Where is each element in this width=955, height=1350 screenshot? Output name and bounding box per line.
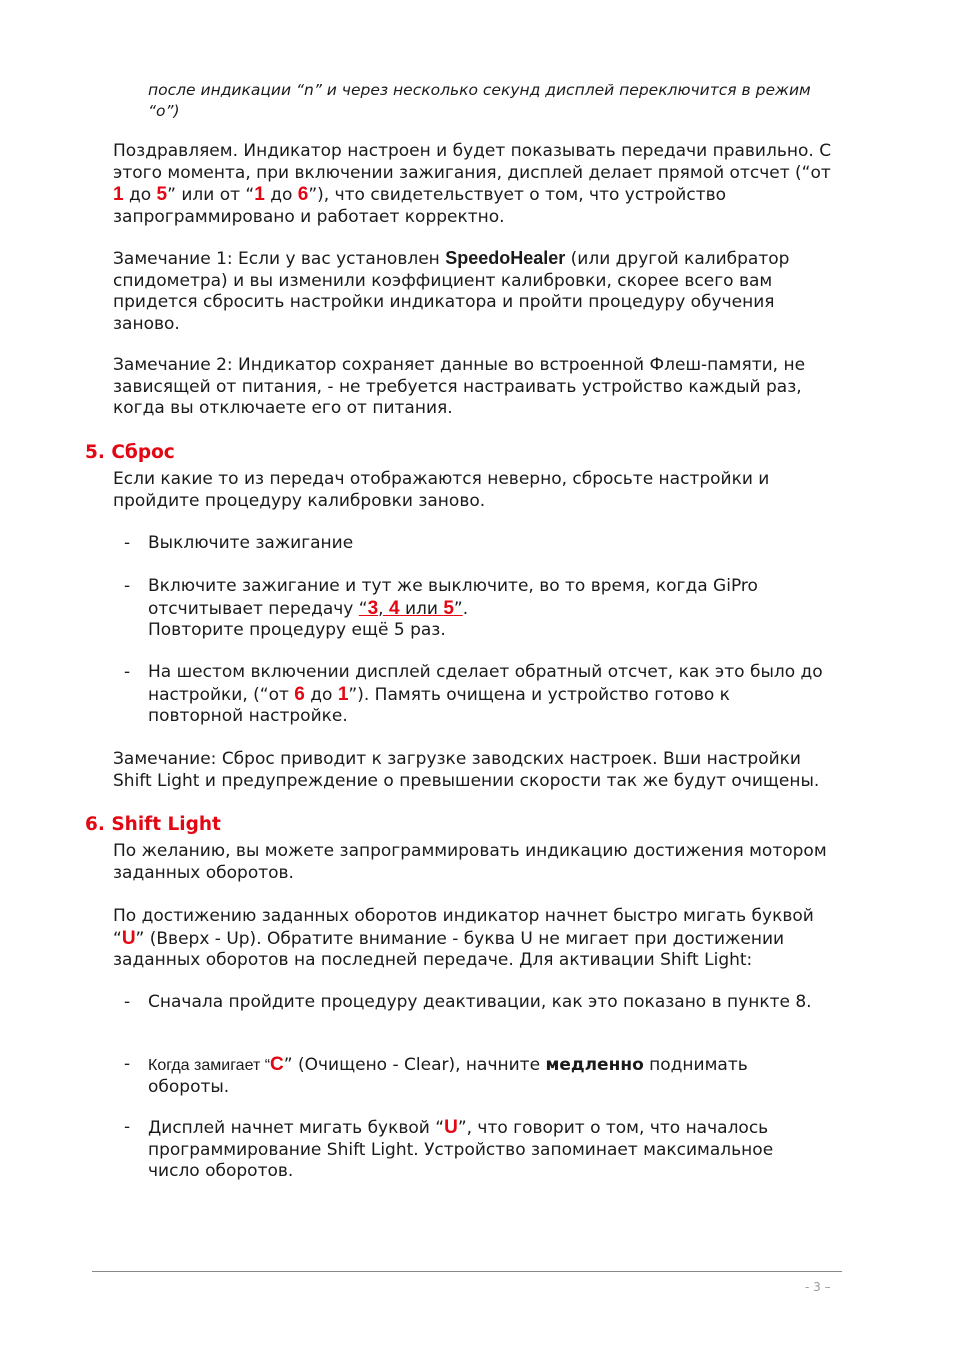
text: Повторите процедуру ещё 5 раз. — [148, 620, 446, 640]
gear-number: 5 — [443, 597, 454, 619]
letter-u: U — [444, 1117, 458, 1138]
congrats-paragraph — [113, 141, 838, 228]
list-item — [124, 662, 824, 728]
text: поднимать обороты. — [148, 1055, 748, 1097]
gear-number: 6 — [294, 683, 305, 705]
text: На шестом включении дисплей сделает обратный отсчет, как это было до настройки, (“от — [148, 662, 823, 705]
list-item — [124, 576, 824, 642]
section-6-paragraph-2 — [113, 906, 838, 972]
list-item-text: Сначала пройдите процедуру деактивации, как это показано в пункте 8. — [148, 992, 812, 1012]
gear-number: 5 — [156, 184, 168, 205]
text: ”). Память очищена и устройство готово к повторной настройке. — [148, 684, 730, 726]
section-5-intro — [113, 469, 838, 512]
gear-number: 1 — [337, 683, 349, 705]
text: ” (Вверх - Up). Обратите внимание - буква U не мигает при достижении заданных оборотов на последней передаче. Для активации Shift Light: — [113, 928, 785, 970]
bullet-dash: - — [124, 533, 131, 553]
intro-italic-text: после индикации “n” и через несколько секунд дисплей переключится в режим “o”) — [148, 81, 811, 120]
quote: ” — [453, 598, 463, 619]
list-item — [124, 1054, 824, 1098]
section-6-heading: 6. Shift Light — [85, 814, 221, 835]
text: до — [264, 185, 298, 205]
text: Поздравляем. Индикатор настроен и будет показывать передачи правильно. С этого момента, при включении зажигания, дисплей делает прямой отсчет (“от — [113, 141, 832, 183]
list-item — [124, 1117, 824, 1183]
section-6-intro — [113, 841, 838, 884]
note-2-text: Замечание 2: Индикатор сохраняет данные во встроенной Флеш-памяти, не зависящей от питания, - не требуется настраивать устройство каждый раз, когда вы отключаете его от питания. — [113, 355, 806, 418]
section-5-intro-text: Если какие то из передач отображаются неверно, сбросьте настройки и пройдите процедуру калибровки заново. — [113, 469, 770, 511]
footer-divider — [92, 1271, 842, 1272]
bullet-dash: - — [124, 662, 131, 682]
bullet-dash: - — [124, 576, 131, 596]
gear-number: 4 — [388, 597, 400, 619]
list-item — [124, 533, 824, 555]
page-number: - 3 – — [805, 1280, 831, 1294]
gear-number: 6 — [297, 184, 309, 205]
gear-number: 3 — [367, 597, 379, 619]
gear-number: 1 — [113, 184, 124, 205]
text: до — [123, 185, 157, 205]
text: Дисплей начнет мигать буквой “ — [148, 1118, 445, 1138]
gear-number: 1 — [254, 184, 265, 205]
text: . — [462, 598, 469, 619]
list-item-text — [148, 1117, 824, 1183]
text: ” или от “ — [167, 185, 255, 205]
bullet-dash: - — [124, 1054, 131, 1074]
text: ”, что говорит о том, что началось программирование Shift Light. Устройство запоминает максимальное число оборотов. — [148, 1118, 774, 1181]
text: По достижению заданных оборотов индикатор начнет быстро мигать буквой “ — [113, 906, 814, 949]
list-item — [124, 992, 824, 1014]
bullet-dash: - — [124, 992, 131, 1012]
section-5-note — [113, 749, 838, 792]
text: до — [304, 684, 338, 705]
text: ”), что свидетельствует о том, что устройство запрограммировано и работает корректно. — [113, 185, 727, 227]
brand-name: SpeedoHealer — [445, 248, 566, 268]
text: Включите зажигание и тут же выключите, во то время, когда GiPro отсчитывает передачу — [148, 576, 758, 619]
note-2-paragraph — [113, 355, 838, 420]
quote: “ — [358, 598, 368, 619]
text: Замечание 1: Если у вас установлен — [113, 249, 446, 269]
separator: , — [378, 598, 389, 619]
note-1-paragraph — [113, 248, 838, 335]
section-5-note-text: Замечание: Сброс приводит к загрузке заводских настроек. Вши настройки Shift Light и предупреждение о превышении скорости так же будут очищены. — [113, 749, 820, 791]
text: ” (Очищено - Clear), начните — [283, 1055, 546, 1075]
list-item-text: Выключите зажигание — [148, 533, 354, 553]
separator: или — [399, 598, 444, 619]
text: Когда замигает “ — [148, 1057, 271, 1074]
text: (или другой калибратор спидометра) и вы изменили коэффициент калибровки, скорее всего вам придется сбросить настройки индикатора и пройти процедуру обучения заново. — [113, 249, 790, 334]
letter-u: U — [121, 927, 136, 949]
letter-c: C — [270, 1054, 284, 1075]
section-6-intro-text: По желанию, вы можете запрограммировать индикацию достижения мотором заданных оборотов. — [113, 841, 827, 883]
bullet-dash: - — [124, 1117, 131, 1137]
list-item-text — [148, 576, 824, 642]
emphasis: медленно — [545, 1055, 644, 1075]
section-5-heading: 5. Сброс — [85, 442, 175, 463]
list-item-text — [148, 662, 824, 728]
list-item-text — [148, 1054, 824, 1098]
gear-range — [359, 599, 463, 619]
